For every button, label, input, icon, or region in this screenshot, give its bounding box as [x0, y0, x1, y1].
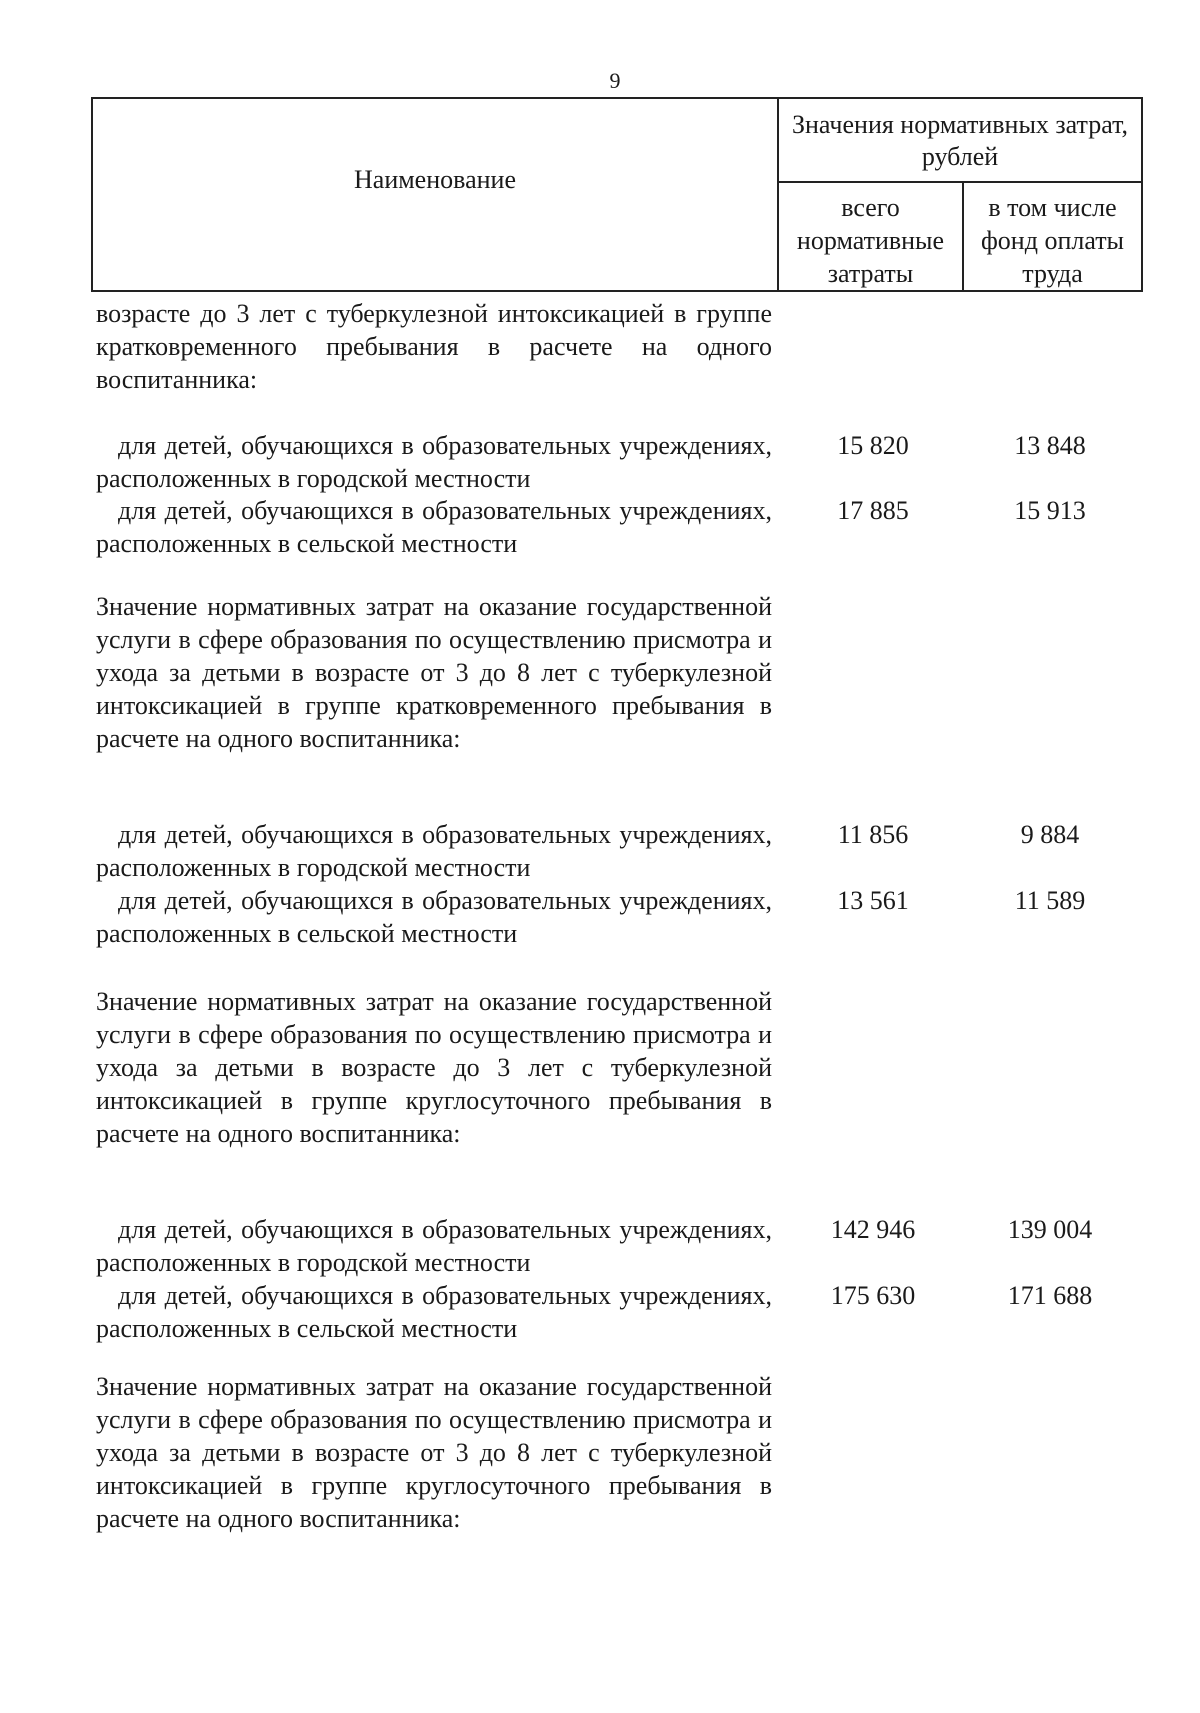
table-cell-payroll: 15 913 — [1014, 496, 1086, 525]
table-row-label: для детей, обучающихся в образовательных учреждениях, расположенных в сельской местности — [96, 886, 772, 948]
table-cell-total: 175 630 — [830, 1281, 916, 1310]
table-row-label: для детей, обучающихся в образовательных учреждениях, расположенных в сельской местности — [96, 496, 772, 558]
section-title: Значение нормативных затрат на оказание государственной услуги в сфере образования по осуществлению присмотра и ухода за детьми в возрасте от 3 до 8 лет с туберкулезной интоксикацией в группе кратковременного пребывания в расчете на одного воспитанника: — [96, 592, 772, 753]
table-cell-payroll: 13 848 — [1014, 431, 1086, 460]
table-row-label: для детей, обучающихся в образовательных учреждениях, расположенных в городской местности — [96, 431, 772, 493]
column-header-payroll: в том числе фонд оплаты труда — [980, 193, 1125, 288]
table-cell-total: 15 820 — [837, 431, 909, 460]
table-row-label: для детей, обучающихся в образовательных учреждениях, расположенных в городской местности — [96, 820, 772, 882]
column-header-name: Наименование — [93, 99, 779, 290]
table-cell-payroll: 11 589 — [1014, 886, 1086, 915]
table-cell-payroll: 139 004 — [1007, 1215, 1093, 1244]
table-cell-total: 142 946 — [830, 1215, 916, 1244]
column-header-values-group: Значения нормативных затрат, рублей — [779, 99, 1141, 183]
table-row-label: для детей, обучающихся в образовательных учреждениях, расположенных в городской местности — [96, 1215, 772, 1277]
table-cell-payroll: 9 884 — [1020, 820, 1080, 849]
table-cell-total: 13 561 — [837, 886, 909, 915]
section-title: Значение нормативных затрат на оказание государственной услуги в сфере образования по осуществлению присмотра и ухода за детьми в возрасте от 3 до 8 лет с туберкулезной интоксикацией в группе круглосуточного пребывания в расчете на одного воспитанника: — [96, 1372, 772, 1533]
section-title: Значение нормативных затрат на оказание государственной услуги в сфере образования по осуществлению присмотра и ухода за детьми в возрасте до 3 лет с туберкулезной интоксикацией в группе круглосуточного пребывания в расчете на одного воспитанника: — [96, 987, 772, 1148]
page-number: 9 — [609, 68, 621, 93]
column-header-total: всего нормативные затраты — [779, 183, 964, 290]
table-cell-payroll: 171 688 — [1007, 1281, 1093, 1310]
section-title: возрасте до 3 лет с туберкулезной интоксикацией в группе кратковременного пребывания в расчете на одного воспитанника: — [96, 299, 772, 394]
table-header — [91, 97, 1143, 292]
table-row-label: для детей, обучающихся в образовательных учреждениях, расположенных в сельской местности — [96, 1281, 772, 1343]
table-cell-total: 17 885 — [837, 496, 909, 525]
table-cell-total: 11 856 — [837, 820, 909, 849]
